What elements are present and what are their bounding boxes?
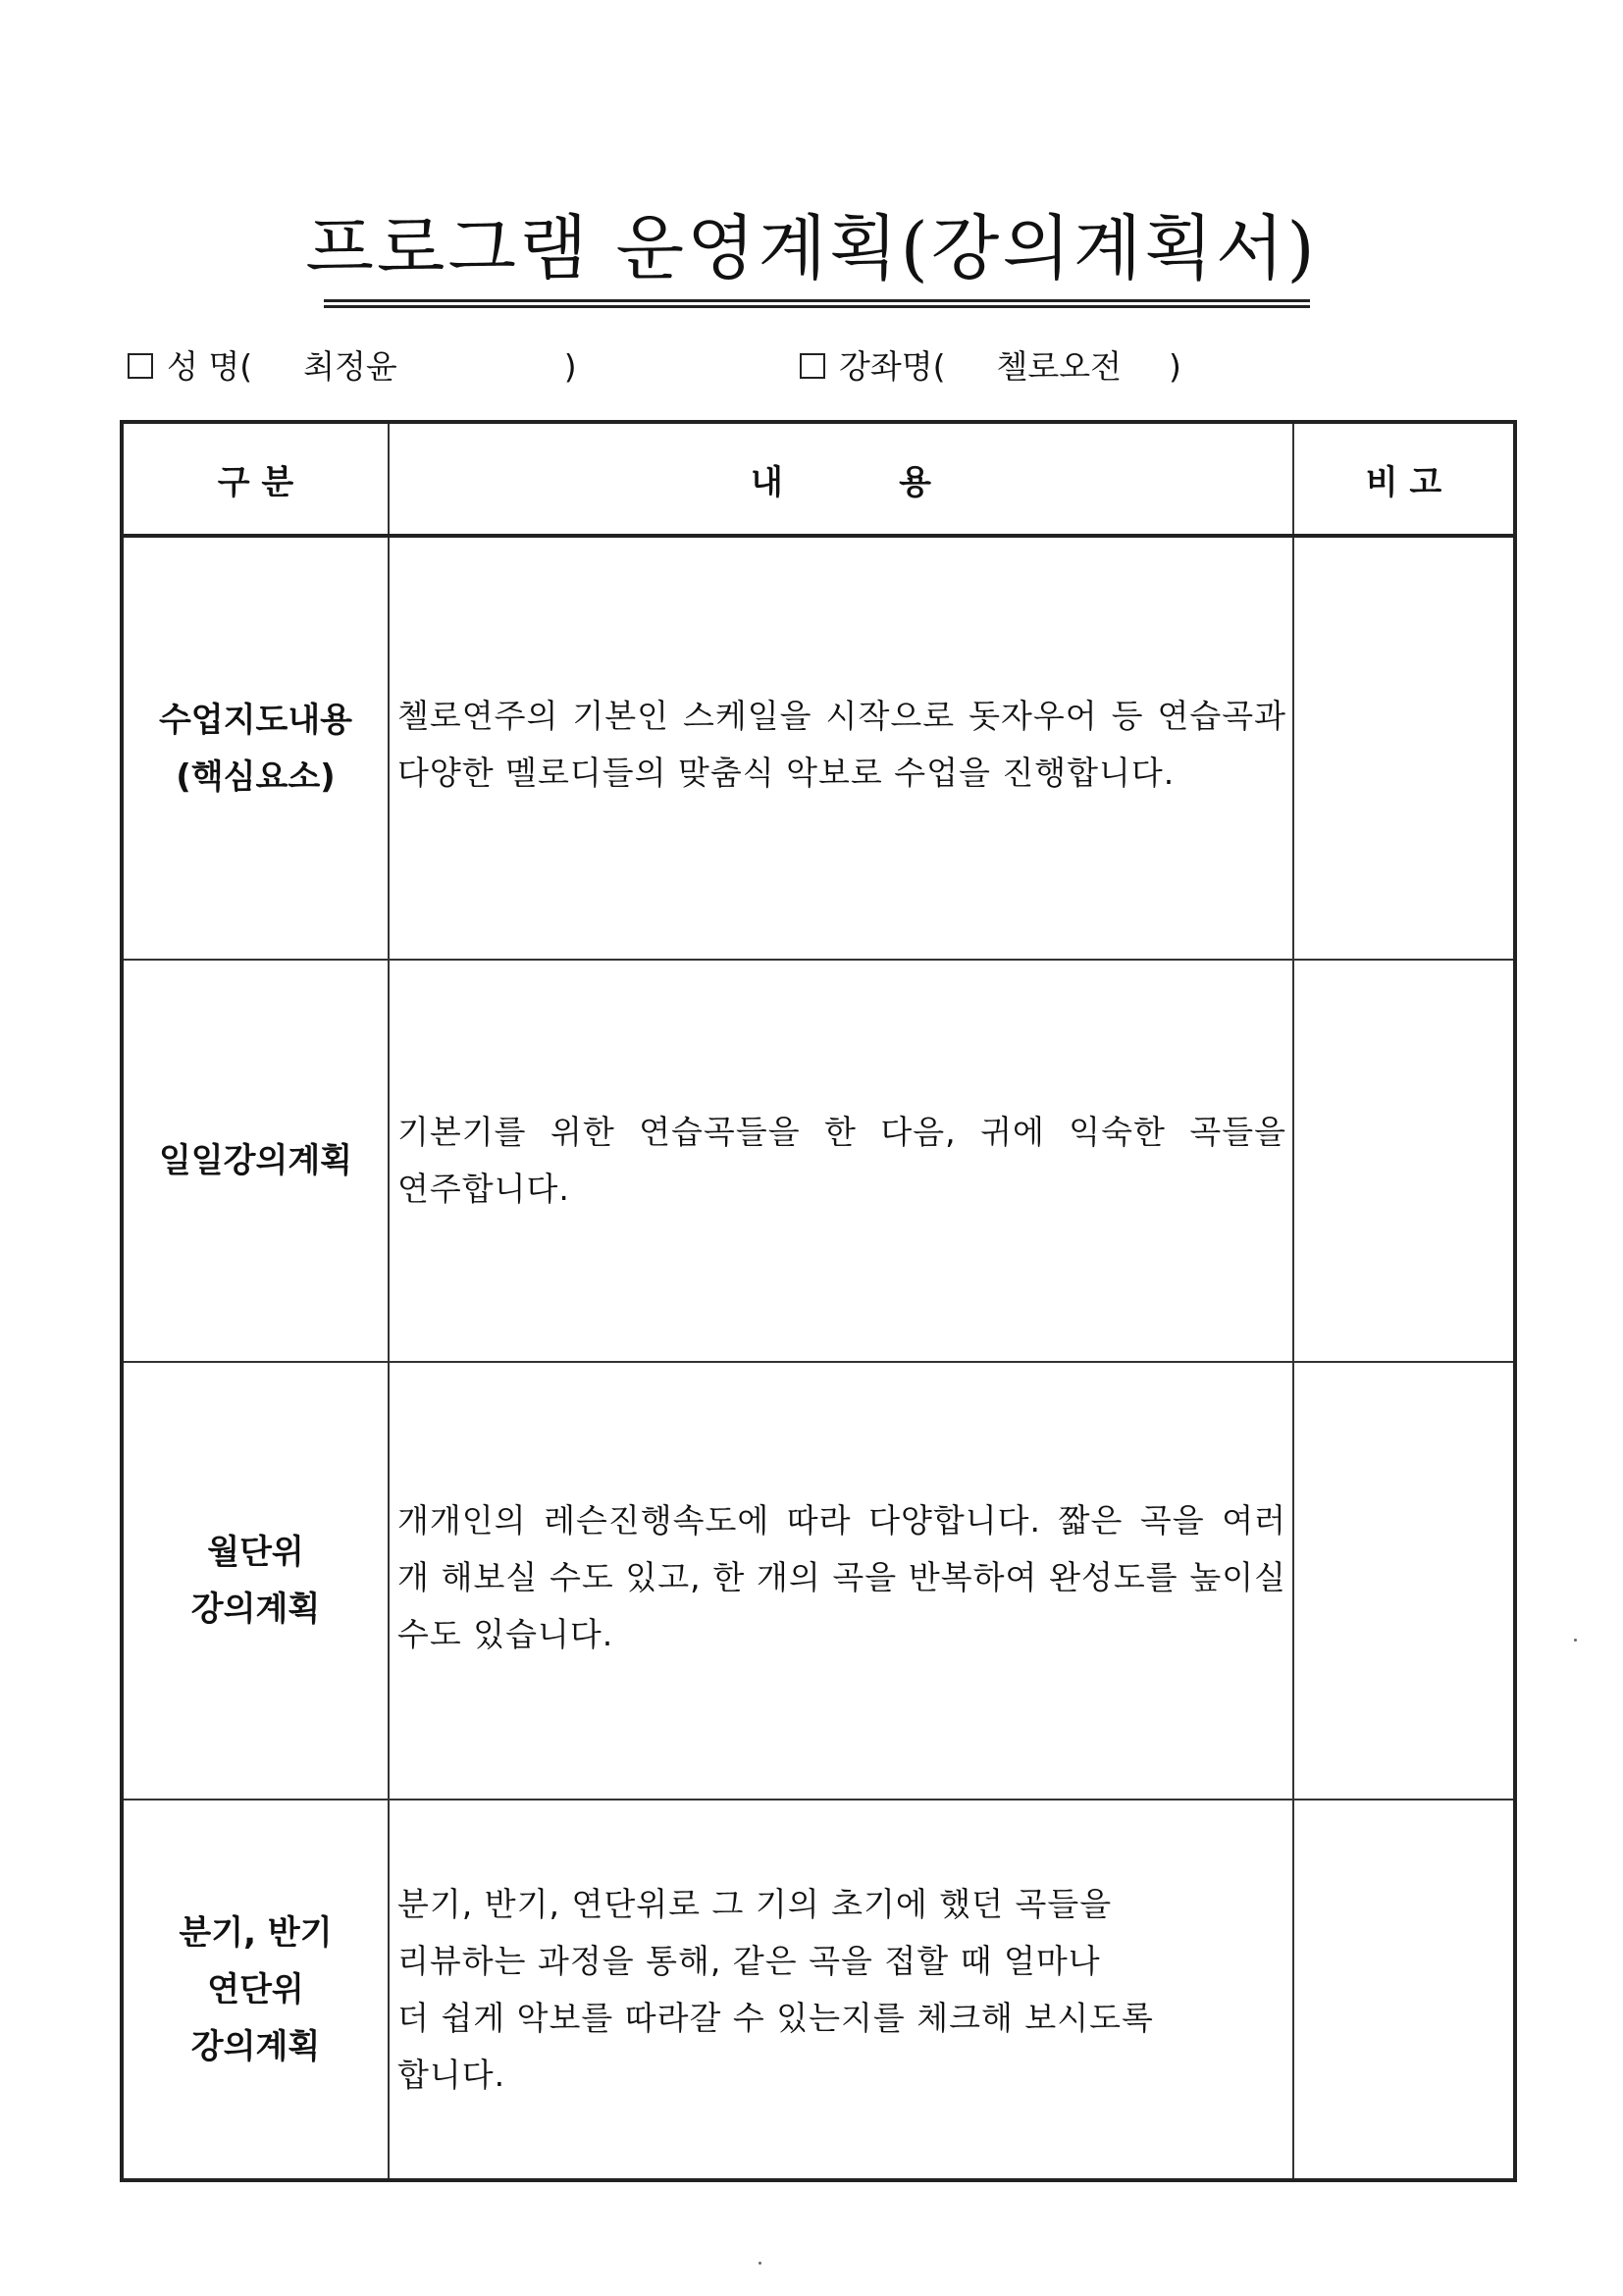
content-line: 합니다. [397,2055,506,2094]
content-line: 리뷰하는 과정을 통해, 같은 곡을 접할 때 얼마나 [397,1941,1101,1980]
header-category: 구 분 [122,422,389,536]
row-content [389,1800,1293,2180]
category-line: 강의계획 [190,1590,321,1629]
table-row [122,960,1515,1362]
category-line: 일일강의계획 [158,1141,353,1180]
course-value: 첼로오전 [996,347,1123,386]
row-note [1293,536,1515,960]
table-row [122,1800,1515,2180]
content-text: 기본기를 위한 연습곡들을 한 다음, 귀에 익숙한 곡들을 연주합니다. [397,1113,1286,1208]
content-line: 분기, 반기, 연단위로 그 기의 초기에 했던 곡들을 [397,1884,1113,1923]
row-note [1293,1800,1515,2180]
title-underline-bottom [324,305,1310,308]
course-label: 강좌명( [839,347,946,386]
row-category [122,536,389,960]
scan-speck [759,2262,761,2265]
document-title: 프로그램 운영계획(강의계획서) [305,207,1318,289]
category-line: 연단위 [207,1969,304,2009]
name-close-paren: ) [563,347,577,386]
row-content [389,1362,1293,1800]
header-row [122,422,1515,536]
row-category [122,960,389,1362]
name-field [128,345,577,389]
row-note [1293,1362,1515,1800]
table-row [122,1362,1515,1800]
category-line: 분기, 반기 [179,1912,333,1953]
row-category [122,1800,389,2180]
course-field [800,345,1181,389]
category-line: 수업지도내용 [158,700,353,740]
row-content [389,960,1293,1362]
scan-speck [1574,1639,1577,1642]
name-checkbox [128,353,153,379]
category-line: (핵심요소) [176,757,336,797]
row-note [1293,960,1515,1362]
course-checkbox [800,353,825,379]
header-content: 내 용 [389,422,1293,536]
category-line: 월단위 [207,1533,304,1572]
row-content [389,536,1293,960]
name-value: 최정윤 [303,347,397,386]
category-line: 강의계획 [190,2026,321,2066]
name-label: 성 명( [167,347,253,386]
row-category [122,1362,389,1800]
content-text: 개개인의 레슨진행속도에 따라 다양합니다. 짧은 곡을 여러 개 해보실 수도 있고, 한 개의 곡을 반복하여 완성도를 높이실 수도 있습니다. [397,1501,1286,1653]
content-text: 첼로연주의 기본인 스케일을 시작으로 돗자우어 등 연습곡과 다양한 멜로디들의 맞춤식 악보로 수업을 진행합니다. [397,696,1286,792]
title-underline-top [324,299,1310,302]
course-close-paren: ) [1169,347,1181,386]
header-note: 비 고 [1293,422,1515,536]
lecture-plan-table [120,420,1517,2182]
table-row [122,536,1515,960]
content-line: 더 쉽게 악보를 따라갈 수 있는지를 체크해 보시도록 [397,1998,1154,2037]
